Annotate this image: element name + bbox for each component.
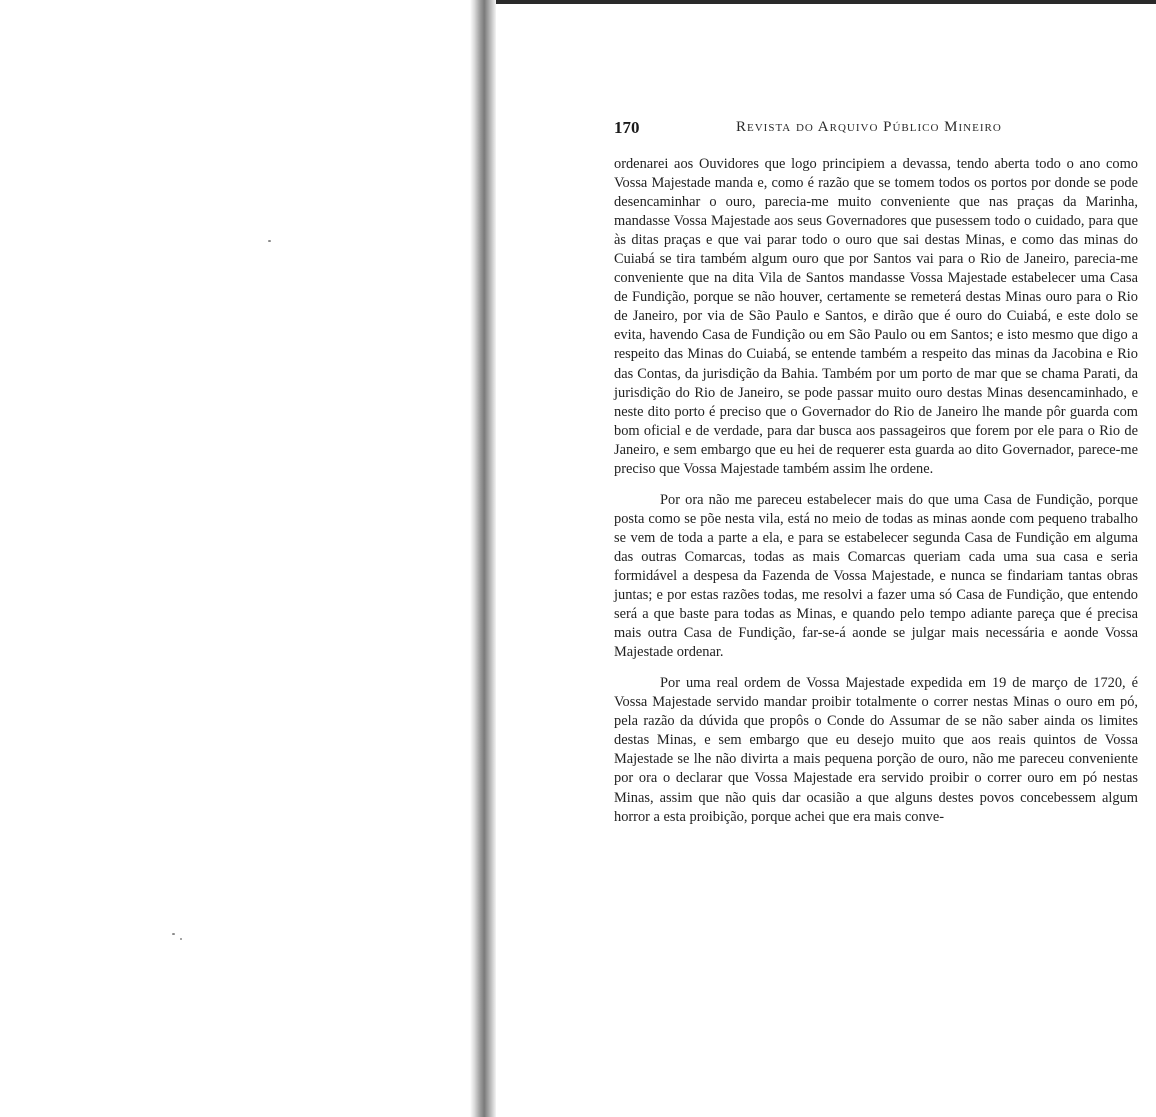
blank-left-page [0,0,470,1117]
body-text [614,155,1138,839]
running-head-title: Revista do Arquivo Público Mineiro [736,119,1002,135]
paper-speck [172,933,175,935]
paragraph: ordenarei aos Ouvidores que logo principiem a devassa, tendo aberta todo o ano como Vossa Majestade manda e, como é razão que se tomem todos os portos por donde se pode desencaminhar o ouro, parecia-me muito conveniente que nas praças da Marinha, mandasse Vossa Majestade aos seus Governadores que pusessem todo o cuidado, para que às ditas praças e que vai parar todo o ouro que sai destas Minas, e como das minas do Cuiabá se tira também algum ouro que por Santos vai para o Rio de Janeiro, parecia-me conveniente que na dita Vila de Santos mandasse Vossa Majestade estabelecer uma Casa de Fundição, porque se não houver, certamente se remeterá destas Minas ouro para o Rio de Janeiro, por via de São Paulo e Santos, e dirão que é ouro do Cuiabá, e este dolo se evita, havendo Casa de Fundição ou em São Paulo ou em Santos; e isto mesmo que digo a respeito das Minas do Cuiabá, se entende também a respeito das minas da Jacobina e Rio das Contas, da jurisdição da Bahia. Também por um porto de mar que se chama Parati, da jurisdição do Rio de Janeiro, se pode passar muito ouro destas Minas desencaminhado, e neste dito porto é preciso que o Governador do Rio de Janeiro lhe mande pôr guarda com bom oficial e de verdade, para dar busca aos passageiros que forem por ele para o Rio de Janeiro, e sem embargo que eu hei de requerer esta guarda ao dito Governador, parece-me preciso que Vossa Majestade também assim lhe ordene. [614,156,1138,477]
page-number: 170 [614,118,640,137]
book-gutter [470,0,496,1117]
right-page [496,0,1156,1117]
paragraph: Por ora não me pareceu estabelecer mais do que uma Casa de Fundição, porque posta como se põe nesta vila, está no meio de todas as minas aonde com pequeno trabalho se vem de toda a parte a ela, e para se estabelecer segunda Casa de Fundição em alguma das outras Comarcas, todas as mais Comarcas queriam cada uma sua casa e seria formidável a despesa da Fazenda de Vossa Majestade, e nunca se findariam tantas obras juntas; e por estas razões todas, me resolvi a fazer uma só Casa de Fundição, que entendo será a que baste para todas as Minas, e quando pelo tempo adiante pareça que é precisa mais outra Casa de Fundição, far-se-á aonde se julgar mais necessária e aonde Vossa Majestade ordenar. [614,491,1138,661]
running-head [614,118,1138,140]
paragraph: Por uma real ordem de Vossa Majestade expedida em 19 de março de 1720, é Vossa Majestade servido mandar proibir totalmente o correr nestas Minas o ouro em pó, pela razão da dúvida que propôs o Conde do Assumar de se não saber ainda os limites destas Minas, e sem embargo que eu desejo muito que aos reais quintos de Vossa Majestade se lhe não divirta a mais pequena porção de ouro, não me pareceu conveniente por ora o declarar que Vossa Majestade era servido proibir o correr ouro em pó nestas Minas, assim que não quis dar ocasião a que alguns destes povos concebessem algum horror a esta proibição, porque achei que era mais conve- [614,675,1138,825]
paper-speck [180,938,182,940]
paper-speck [268,240,271,242]
